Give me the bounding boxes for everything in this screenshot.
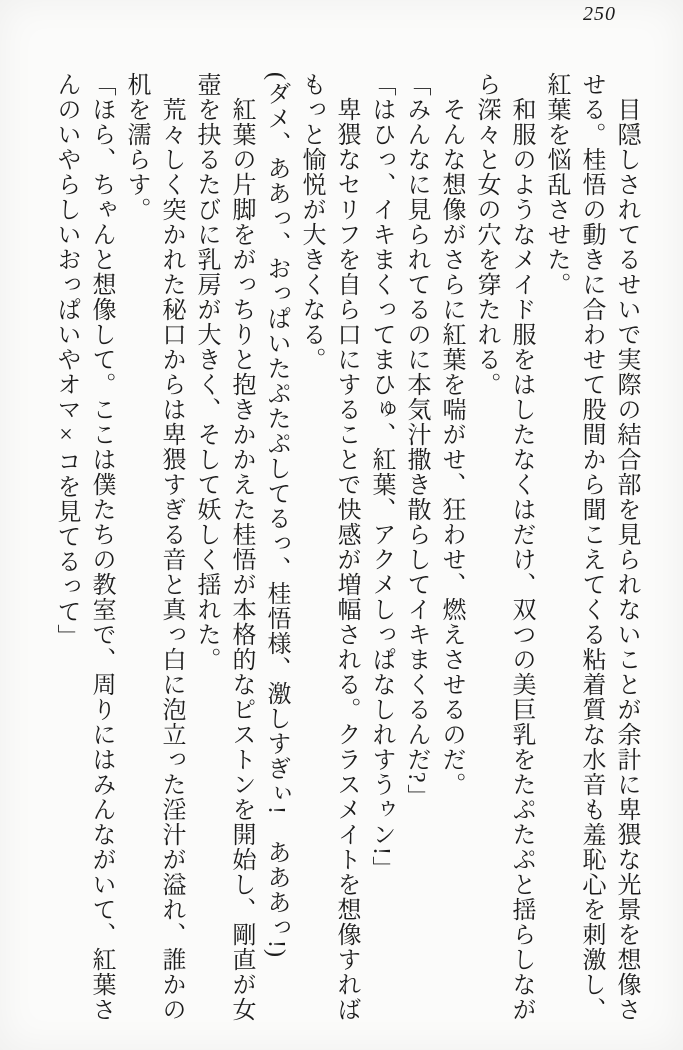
text-line: 紅葉の片脚をがっちりと抱きかかえた桂悟が本格的なピストンを開始し、剛直が女 <box>228 97 254 1022</box>
page-number: 250 <box>583 3 616 25</box>
text-line: 紅葉を悩乱させた。 <box>543 72 569 297</box>
text-line: 卑猥なセリフを自ら口にすることで快感が増幅される。クラスメイトを想像すれば <box>333 97 359 1022</box>
text-line: そんな想像がさらに紅葉を喘がせ、狂わせ、燃えさせるのだ。 <box>438 97 464 797</box>
text-line: ら深々と女の穴を穿たれる。 <box>473 72 499 397</box>
text-block <box>48 72 643 1034</box>
text-line: 荒々しく突かれた秘口からは卑猥すぎる音と真っ白に泡立った淫汁が溢れ、誰かの <box>158 97 184 1022</box>
text-line: もっと愉悦が大きくなる。 <box>298 72 324 372</box>
text-line: 「みんなに見られてるのに本気汁撒き散らしてイキまくるんだ?」 <box>403 72 429 809</box>
text-line: せる。桂悟の動きに合わせて股間から聞こえてくる粘着質な水音も羞恥心を刺激し、 <box>578 72 604 1022</box>
text-line: 目隠しされてるせいで実際の結合部を見られないことが余計に卑猥な光景を想像さ <box>613 97 639 1022</box>
text-line: 「ほら、ちゃんと想像して。ここは僕たちの教室で、周りにはみんながいて、紅葉さ <box>88 72 114 1022</box>
text-line: (ダメ、ああっ、おっぱいたぷたぷしてるっ、桂悟様、激しすぎぃ! あああっ!) <box>263 72 289 958</box>
text-line: 壺を抉るたびに乳房が大きく、そして妖しく揺れた。 <box>193 72 219 672</box>
text-line: 「はひっ、イキまくってまひゅ、紅葉、アクメしっぱなしれすうゥン!」 <box>368 72 394 881</box>
text-line: んのいやらしいおっぱいやオマ×コを見てるって」 <box>53 72 79 649</box>
text-line: 和服のようなメイド服をはしたなくはだけ、双つの美巨乳をたぷたぷと揺らしなが <box>508 97 534 1022</box>
text-line: 机を濡らす。 <box>123 72 149 222</box>
